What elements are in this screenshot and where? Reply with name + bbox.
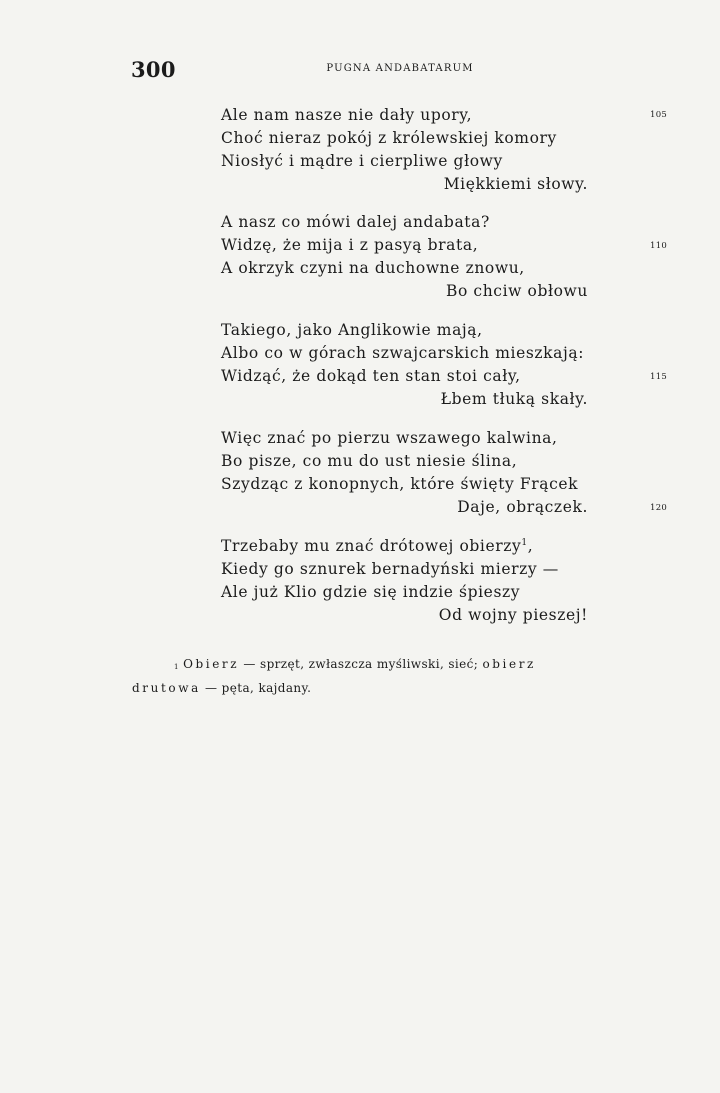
verse-line-refrain: Miękkiemi słowy. <box>443 175 588 193</box>
verse-line: Widząć, że dokąd ten stan stoi cały, <box>221 367 521 385</box>
verse-line: Kiedy go sznurek bernadyński mierzy — <box>221 560 559 578</box>
verse-line-refrain: Łbem tłuką skały. <box>440 390 588 408</box>
verse-line: Choć nieraz pokój z królewskiej komory <box>221 129 557 147</box>
verse-line: Ale nam nasze nie dały upory, <box>221 106 473 124</box>
verse-line: Albo co w górach szwajcarskich mieszkają: <box>221 344 585 362</box>
verse-line: A nasz co mówi dalej andabata? <box>221 213 490 231</box>
verse-line-with-note: Trzebaby mu znać drótowej obierzy$^1$, <box>221 537 534 555</box>
line-number: 115 <box>650 372 668 382</box>
verse-line: Widzę, że mija i z pasyą brata, <box>221 236 479 254</box>
line-number: 105 <box>650 110 668 120</box>
verse-line: Szydząc z konopnych, które święty Frącek <box>221 475 579 493</box>
line-number: 120 <box>650 503 668 513</box>
verse-line: A okrzyk czyni na duchowne znowu, <box>221 259 525 277</box>
verse-line: Więc znać po pierzu wszawego kalwina, <box>221 429 558 447</box>
verse-text: Trzebaby mu znać drótowej obierzy <box>221 537 522 555</box>
footnote-definition: — sprzęt, zwłaszcza myśliwski, sieć; <box>239 657 483 671</box>
verse-line: Ale już Klio gdzie się indzie śpieszy <box>221 583 521 601</box>
verse-line-refrain: Od wojny pieszej! <box>438 606 588 624</box>
verse-line: Takiego, jako Anglikowie mają, <box>221 321 483 339</box>
footnote-term-2: obierz drutowa <box>132 657 536 695</box>
running-head: PUGNA ANDABATARUM <box>326 63 474 74</box>
footnote-term: Obierz <box>183 657 240 671</box>
line-number: 110 <box>650 241 668 251</box>
verse-line: Bo pisze, co mu do ust niesie ślina, <box>221 452 518 470</box>
verse-line-refrain: Bo chciw obłowu <box>445 282 588 300</box>
footnote-continuation: — pęta, kajdany. <box>200 681 312 695</box>
verse-line: Niosłyć i mądre i cierpliwe głowy <box>221 152 503 170</box>
footnote-reference: 1 <box>521 538 528 548</box>
page-number: 300 <box>131 57 176 82</box>
footnote-mark: 1 <box>174 663 179 671</box>
footnote <box>132 652 592 700</box>
verse-line-refrain: Daje, obrączek. <box>457 498 588 516</box>
